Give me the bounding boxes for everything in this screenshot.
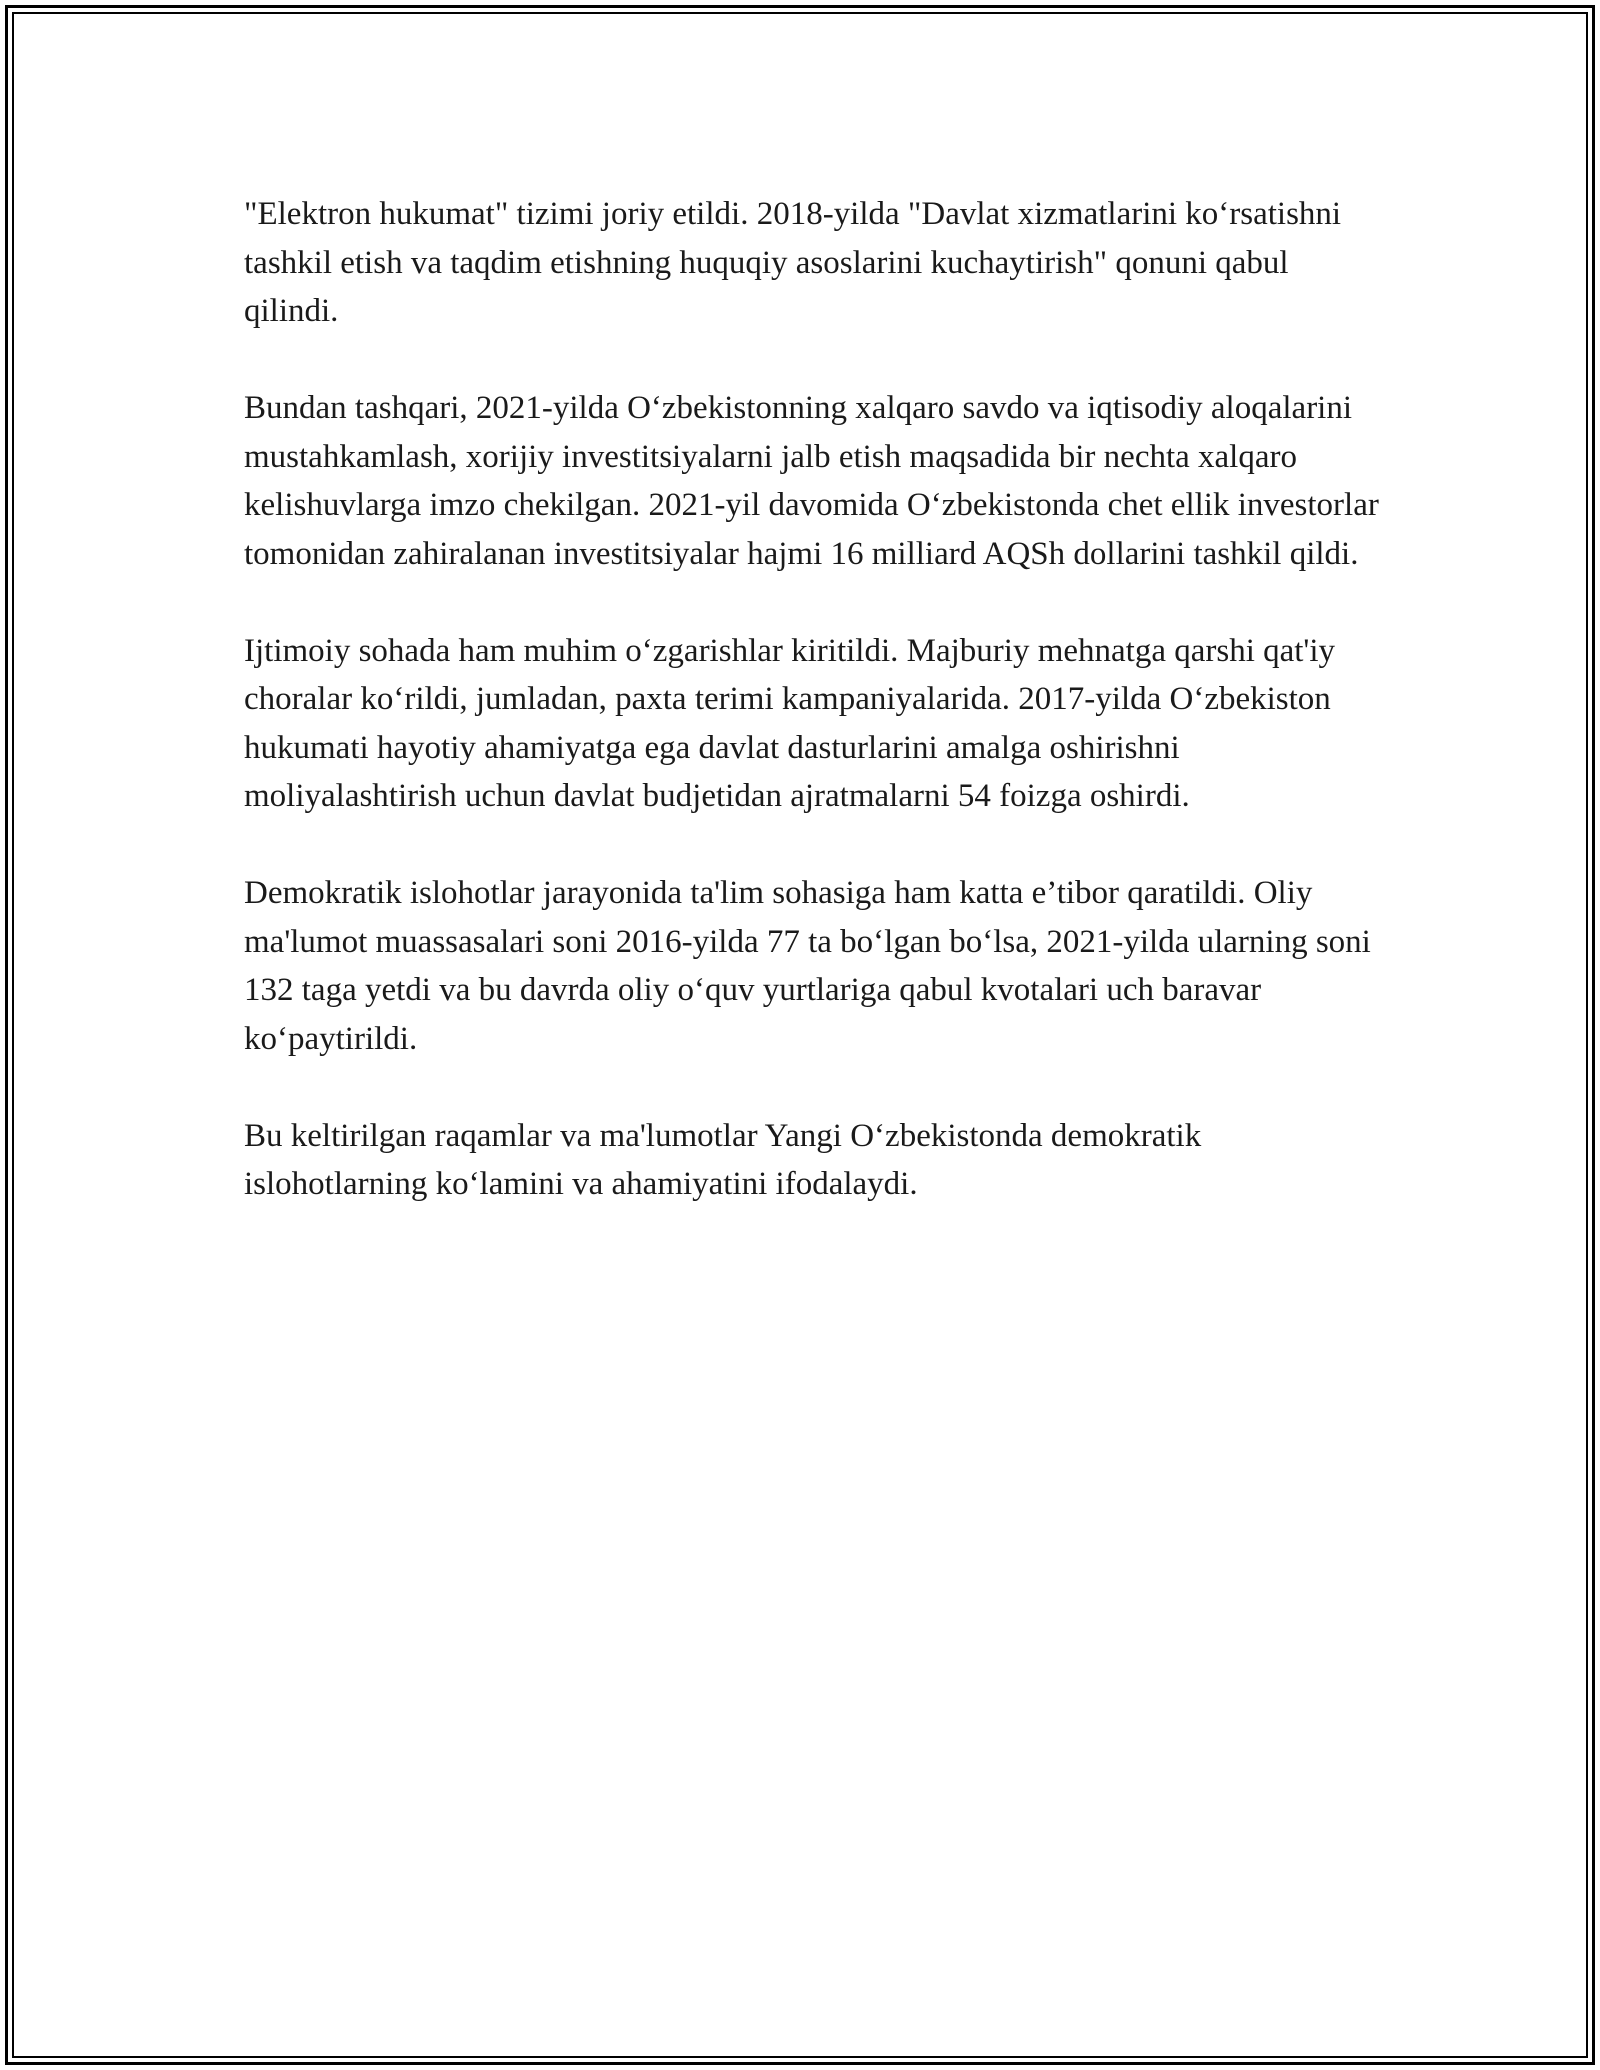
paragraph-social-sphere: Ijtimoiy sohada ham muhim o‘zgarishlar kiritildi. Majburiy mehnatga qarshi qat'iy choralar ko‘rildi, jumladan, paxta terimi kampaniyalarida. 2017-yilda O‘zbekiston hukumati hayotiy ahamiyatga ega davlat dasturlarini amalga oshirishni moliyalashtirish uchun davlat budjetidan ajratmalarni 54 foizga oshirdi. (244, 632, 1336, 814)
document-body (244, 190, 1384, 1257)
paragraph-e-government: "Elektron hukumat" tizimi joriy etildi. 2018-yilda "Davlat xizmatlarini ko‘rsatishni tashkil etish va taqdim etishning huquqiy asoslarini kuchaytirish" qonuni qabul qilindi. (244, 196, 1342, 329)
paragraph-international-investment: Bundan tashqari, 2021-yilda O‘zbekistonning xalqaro savdo va iqtisodiy aloqalarini mustahkamlash, xorijiy investitsiyalarni jalb etish maqsadida bir nechta xalqaro kelishuvlarga imzo chekilgan. 2021-yil davomida O‘zbekistonda chet ellik investorlar tomonidan zahiralanan investitsiyalar hajmi 16 milliard AQSh dollarini tashkil qildi. (244, 390, 1379, 572)
paragraph-education: Demokratik islohotlar jarayonida ta'lim sohasiga ham katta e’tibor qaratildi. Oliy ma'lumot muassasalari soni 2016-yilda 77 ta bo‘lgan bo‘lsa, 2021-yilda ularning soni 132 taga yetdi va bu davrda oliy o‘quv yurtlariga qabul kvotalari uch baravar ko‘paytirildi. (244, 875, 1371, 1057)
paragraph-conclusion: Bu keltirilgan raqamlar va ma'lumotlar Yangi O‘zbekistonda demokratik islohotlarning ko‘lamini va ahamiyatini ifodalaydi. (244, 1117, 1202, 1202)
page-border (5, 5, 1595, 2065)
